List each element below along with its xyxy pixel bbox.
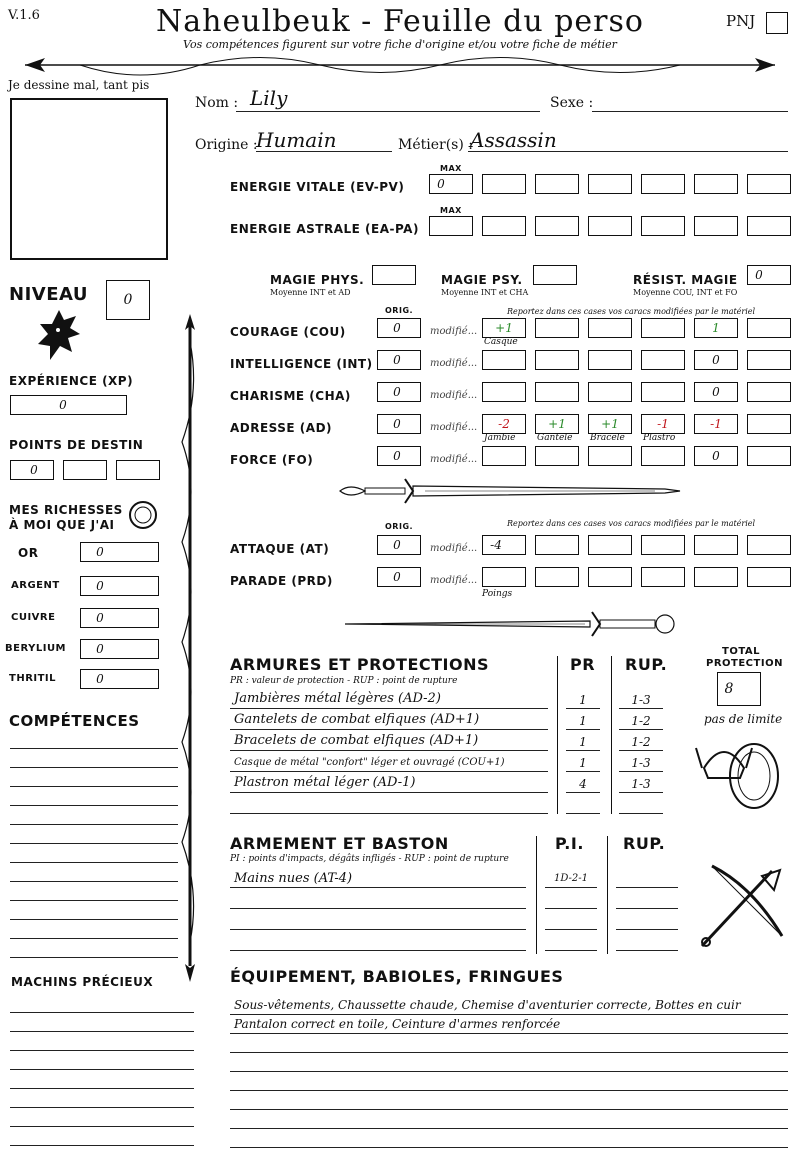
armor-rup-line[interactable]	[619, 729, 663, 730]
ev-box[interactable]	[641, 174, 685, 194]
magie-psy-label: MAGIE PSY.	[441, 273, 523, 287]
competence-line[interactable]	[10, 881, 178, 882]
header-flourish-icon	[20, 50, 780, 80]
combat-mod-box[interactable]	[747, 535, 791, 555]
combat-orig-value: 0	[393, 538, 401, 552]
combat-mod-box[interactable]	[588, 567, 632, 587]
machin-line[interactable]	[10, 1012, 194, 1013]
nom-value: Lily	[250, 86, 288, 110]
equipment-line[interactable]	[230, 1014, 788, 1015]
total-protection-label: TOTAL	[722, 646, 760, 657]
competence-line[interactable]	[10, 824, 178, 825]
combat-modifie-label: modifié...	[430, 575, 478, 586]
niveau-label: NIVEAU	[9, 284, 88, 305]
machin-line[interactable]	[10, 1145, 194, 1146]
equipment-title: ÉQUIPEMENT, BABIOLES, FRINGUES	[230, 967, 564, 986]
ea-box[interactable]	[482, 216, 526, 236]
stat-mod-value: -1	[657, 417, 669, 431]
wealth-value: 0	[96, 672, 104, 686]
armor-pr-line[interactable]	[566, 708, 600, 709]
stat-mod-box[interactable]	[641, 446, 685, 466]
equipment-line[interactable]	[230, 1128, 788, 1129]
stat-mod-box[interactable]	[482, 382, 526, 402]
origine-label: Origine :	[195, 137, 258, 153]
magie-psy-note: Moyenne INT et CHA	[441, 288, 529, 297]
weapon-pi-line[interactable]	[545, 887, 597, 888]
armor-pr-value: 1	[579, 735, 587, 749]
armor-rup-line[interactable]	[619, 750, 663, 751]
stat-mod-note: Jambie	[484, 433, 516, 443]
armor-name: Gantelets de combat elfiques (AD+1)	[234, 712, 480, 727]
stat-mod-box[interactable]	[535, 350, 579, 370]
stat-label: COURAGE (COU)	[230, 325, 346, 339]
competence-line[interactable]	[10, 748, 178, 749]
weapon-name-line[interactable]	[230, 950, 526, 951]
destin-label: POINTS DE DESTIN	[9, 438, 144, 452]
stat-mod-box[interactable]	[588, 382, 632, 402]
weapons-pi-header: P.I.	[555, 834, 584, 853]
armor-rup-line[interactable]	[619, 813, 663, 814]
stat-mod-box[interactable]	[747, 414, 791, 434]
stat-mod-value: 0	[712, 449, 720, 463]
pnj-label: PNJ	[726, 12, 756, 30]
armor-pr-header: PR	[570, 655, 596, 674]
stat-label: ADRESSE (AD)	[230, 421, 333, 435]
nom-label: Nom :	[195, 95, 239, 111]
armor-rup-value: 1-2	[631, 735, 651, 749]
stat-label: CHARISME (CHA)	[230, 389, 351, 403]
wealth-value: 0	[96, 611, 104, 625]
origine-value: Humain	[256, 128, 337, 152]
pnj-checkbox[interactable]	[766, 12, 788, 34]
page-subtitle: Vos compétences figurent sur votre fiche d'origine et/ou votre fiche de métier	[183, 38, 617, 51]
armor-pr-value: 1	[579, 756, 587, 770]
combat-mod-box[interactable]	[482, 567, 526, 587]
armor-name-line[interactable]	[230, 708, 548, 709]
combat-report-note: Reportez dans ces cases vos caracs modifiées par le matériel	[507, 519, 756, 528]
armor-col-divider	[611, 656, 612, 814]
stat-mod-box[interactable]	[641, 350, 685, 370]
stat-mod-value: +1	[495, 321, 513, 335]
resist-magie-value: 0	[755, 268, 763, 282]
stat-modifie-label: modifié...	[430, 390, 478, 401]
combat-orig-value: 0	[393, 570, 401, 584]
combat-mod-box[interactable]	[641, 535, 685, 555]
stat-mod-box[interactable]	[535, 446, 579, 466]
armor-pr-line[interactable]	[566, 750, 600, 751]
stat-mod-value: 1	[712, 321, 720, 335]
stat-mod-value: +1	[601, 417, 619, 431]
machin-line[interactable]	[10, 1031, 194, 1032]
stat-orig-value: 0	[393, 449, 401, 463]
competence-line[interactable]	[10, 938, 178, 939]
coin-icon	[128, 500, 158, 530]
stat-mod-note: Gantele	[537, 433, 573, 443]
armor-name-line[interactable]	[230, 813, 548, 814]
equipment-line[interactable]	[230, 1090, 788, 1091]
armor-name: Casque de métal "confort" léger et ouvragé (COU+1)	[234, 757, 505, 768]
stat-mod-box[interactable]	[588, 350, 632, 370]
armor-rup-value: 1-3	[631, 693, 651, 707]
armor-pr-value: 4	[579, 777, 587, 791]
stat-mod-note: Casque	[484, 337, 518, 347]
stat-mod-value: +1	[548, 417, 566, 431]
stat-modifie-label: modifié...	[430, 358, 478, 369]
armor-pr-line[interactable]	[566, 771, 600, 772]
weapons-col-divider	[607, 836, 608, 954]
version-label: V.1.6	[8, 8, 40, 23]
equipment-line[interactable]	[230, 1033, 788, 1034]
magie-psy-box[interactable]	[533, 265, 577, 285]
competence-line[interactable]	[10, 862, 178, 863]
stat-label: INTELLIGENCE (INT)	[230, 357, 373, 371]
niveau-value: 0	[123, 292, 133, 308]
wealth-value: 0	[96, 642, 104, 656]
stat-mod-box[interactable]	[747, 382, 791, 402]
magie-phys-label: MAGIE PHYS.	[270, 273, 365, 287]
stat-mod-box[interactable]	[747, 318, 791, 338]
competence-line[interactable]	[10, 919, 178, 920]
weapon-rup-line[interactable]	[616, 950, 678, 951]
weapons-title: ARMEMENT ET BASTON	[230, 834, 449, 853]
metier-value: Assassin	[470, 128, 557, 152]
armor-name-line[interactable]	[230, 771, 548, 772]
staff-icon	[178, 312, 202, 984]
armor-rup-line[interactable]	[619, 792, 663, 793]
combat-mod-box[interactable]	[535, 535, 579, 555]
stats-orig-label: ORIG.	[385, 306, 414, 315]
machin-line[interactable]	[10, 1107, 194, 1108]
armor-rup-value: 1-3	[631, 777, 651, 791]
competence-line[interactable]	[10, 843, 178, 844]
portrait-caption: Je dessine mal, tant pis	[8, 78, 150, 92]
equipment-line[interactable]	[230, 1071, 788, 1072]
competence-line[interactable]	[10, 900, 178, 901]
wealth-value: 0	[96, 545, 104, 559]
weapons-col-divider	[536, 836, 537, 954]
armor-note: PR : valeur de protection - RUP : point de rupture	[230, 676, 458, 686]
combat-modifie-label: modifié...	[430, 543, 478, 554]
wealth-label: ARGENT	[11, 580, 60, 591]
competence-line[interactable]	[10, 957, 178, 958]
combat-mod-value: -4	[490, 538, 502, 552]
armor-rup-value: 1-3	[631, 756, 651, 770]
resist-magie-label: RÉSIST. MAGIE	[633, 273, 738, 287]
armor-name-line[interactable]	[230, 792, 548, 793]
sword-divider-icon	[340, 610, 685, 638]
destin-box[interactable]	[63, 460, 107, 480]
stat-mod-value: 0	[712, 385, 720, 399]
machin-line[interactable]	[10, 1069, 194, 1070]
weapon-pi-line[interactable]	[545, 929, 597, 930]
armor-rup-line[interactable]	[619, 708, 663, 709]
machin-line[interactable]	[10, 1126, 194, 1127]
stat-mod-value: 0	[712, 353, 720, 367]
richesses-title: À MOI QUE J'AI	[9, 518, 115, 532]
armor-pr-value: 1	[579, 693, 587, 707]
competence-line[interactable]	[10, 767, 178, 768]
armor-rup-value: 1-2	[631, 714, 651, 728]
combat-mod-box[interactable]	[641, 567, 685, 587]
weapon-pi-line[interactable]	[545, 950, 597, 951]
armor-pr-line[interactable]	[566, 729, 600, 730]
stat-modifie-label: modifié...	[430, 454, 478, 465]
combat-mod-box[interactable]	[588, 535, 632, 555]
stat-orig-value: 0	[393, 353, 401, 367]
equipment-text: Sous-vêtements, Chaussette chaude, Chemise d'aventurier correcte, Bottes en cuir	[234, 998, 741, 1012]
weapon-pi-value: 1D-2-1	[553, 873, 589, 884]
dragon-icon	[36, 306, 82, 364]
stat-mod-note: Plastro	[643, 433, 676, 443]
combat-mod-box[interactable]	[535, 567, 579, 587]
armor-name: Plastron métal léger (AD-1)	[234, 775, 416, 790]
ev-box[interactable]	[482, 174, 526, 194]
ea-box[interactable]	[694, 216, 738, 236]
competence-line[interactable]	[10, 805, 178, 806]
armor-name: Jambières métal légères (AD-2)	[234, 691, 441, 706]
armor-rup-line[interactable]	[619, 771, 663, 772]
equipment-line[interactable]	[230, 1147, 788, 1148]
ea-max-label: MAX	[440, 206, 462, 215]
weapon-rup-line[interactable]	[616, 887, 678, 888]
machins-title: MACHINS PRÉCIEUX	[11, 975, 154, 989]
ea-box[interactable]	[588, 216, 632, 236]
stat-mod-box[interactable]	[641, 318, 685, 338]
weapons-rup-header: RUP.	[623, 834, 666, 853]
combat-orig-label: ORIG.	[385, 522, 414, 531]
equipment-line[interactable]	[230, 1052, 788, 1053]
weapon-pi-line[interactable]	[545, 908, 597, 909]
destin-box[interactable]	[116, 460, 160, 480]
armor-title: ARMURES ET PROTECTIONS	[230, 655, 489, 674]
weapon-rup-line[interactable]	[616, 908, 678, 909]
stat-mod-box[interactable]	[641, 382, 685, 402]
sword-divider-icon	[335, 477, 685, 505]
portrait-box[interactable]	[10, 98, 168, 260]
ea-box[interactable]	[535, 216, 579, 236]
weapon-name-line[interactable]	[230, 929, 526, 930]
stat-label: FORCE (FO)	[230, 453, 314, 467]
wealth-label: CUIVRE	[11, 612, 56, 623]
xp-value: 0	[59, 398, 67, 412]
armor-col-divider	[557, 656, 558, 814]
armor-name: Bracelets de combat elfiques (AD+1)	[234, 733, 479, 748]
wealth-label: BERYLIUM	[5, 643, 67, 654]
machin-line[interactable]	[10, 1050, 194, 1051]
stat-mod-box[interactable]	[535, 318, 579, 338]
combat-mod-box[interactable]	[694, 567, 738, 587]
ev-value: 0	[437, 177, 445, 191]
stat-mod-box[interactable]	[747, 446, 791, 466]
page-title: Naheulbeuk - Feuille du perso	[156, 4, 644, 39]
metier-label: Métier(s) :	[398, 137, 473, 153]
crossed-weapons-icon	[692, 856, 788, 952]
total-protection-label: PROTECTION	[706, 658, 783, 669]
competences-title: COMPÉTENCES	[9, 712, 140, 730]
stat-mod-box[interactable]	[482, 446, 526, 466]
stat-modifie-label: modifié...	[430, 326, 478, 337]
ev-max-label: MAX	[440, 164, 462, 173]
machin-line[interactable]	[10, 1088, 194, 1089]
ea-box[interactable]	[747, 216, 791, 236]
resist-magie-note: Moyenne COU, INT et FO	[633, 288, 738, 297]
weapon-rup-line[interactable]	[616, 929, 678, 930]
combat-mod-box[interactable]	[694, 535, 738, 555]
ea-box[interactable]	[641, 216, 685, 236]
helmet-shield-icon	[694, 728, 786, 812]
combat-mod-note: Poings	[482, 589, 513, 599]
stat-mod-value: -1	[710, 417, 722, 431]
total-protection-value: 8	[724, 681, 734, 697]
sexe-label: Sexe :	[550, 95, 594, 111]
equipment-text: Pantalon correct en toile, Ceinture d'armes renforcée	[234, 1017, 561, 1031]
weapon-name-line[interactable]	[230, 908, 526, 909]
competence-line[interactable]	[10, 786, 178, 787]
xp-label: EXPÉRIENCE (XP)	[9, 374, 134, 388]
combat-label: PARADE (PRD)	[230, 574, 333, 588]
armor-name-line[interactable]	[230, 729, 548, 730]
ea-max-box[interactable]	[429, 216, 473, 236]
armor-rup-header: RUP.	[625, 655, 668, 674]
sexe-field[interactable]	[592, 111, 788, 112]
equipment-line[interactable]	[230, 1109, 788, 1110]
ev-box[interactable]	[535, 174, 579, 194]
ev-label: ENERGIE VITALE (EV-PV)	[230, 180, 405, 194]
nom-field[interactable]	[236, 111, 540, 112]
stats-report-note: Reportez dans ces cases vos caracs modifiées par le matériel	[507, 307, 756, 316]
ev-box[interactable]	[588, 174, 632, 194]
stat-mod-box[interactable]	[747, 350, 791, 370]
stat-orig-value: 0	[393, 321, 401, 335]
stat-mod-value: -2	[498, 417, 510, 431]
stat-mod-box[interactable]	[482, 350, 526, 370]
stat-mod-note: Bracele	[590, 433, 625, 443]
ea-label: ENERGIE ASTRALE (EA-PA)	[230, 222, 419, 236]
weapon-name-line[interactable]	[230, 887, 526, 888]
stat-orig-value: 0	[393, 417, 401, 431]
richesses-title: MES RICHESSES	[9, 503, 123, 517]
stat-modifie-label: modifié...	[430, 422, 478, 433]
weapons-note: PI : points d'impacts, dégâts infligés - RUP : point de rupture	[230, 854, 509, 864]
magie-phys-box[interactable]	[372, 265, 416, 285]
armor-pr-value: 1	[579, 714, 587, 728]
destin-value: 0	[30, 463, 38, 477]
ev-box[interactable]	[747, 174, 791, 194]
magie-phys-note: Moyenne INT et AD	[270, 288, 351, 297]
stat-orig-value: 0	[393, 385, 401, 399]
ev-box[interactable]	[694, 174, 738, 194]
weapon-name: Mains nues (AT-4)	[234, 871, 353, 886]
wealth-label: OR	[18, 546, 39, 560]
stat-mod-box[interactable]	[588, 446, 632, 466]
stat-mod-box[interactable]	[535, 382, 579, 402]
stat-mod-box[interactable]	[588, 318, 632, 338]
wealth-value: 0	[96, 579, 104, 593]
armor-pr-line[interactable]	[566, 813, 600, 814]
limit-note: pas de limite	[704, 712, 783, 726]
armor-pr-line[interactable]	[566, 792, 600, 793]
armor-name-line[interactable]	[230, 750, 548, 751]
combat-mod-box[interactable]	[747, 567, 791, 587]
combat-label: ATTAQUE (AT)	[230, 542, 330, 556]
wealth-label: THRITIL	[9, 673, 57, 684]
